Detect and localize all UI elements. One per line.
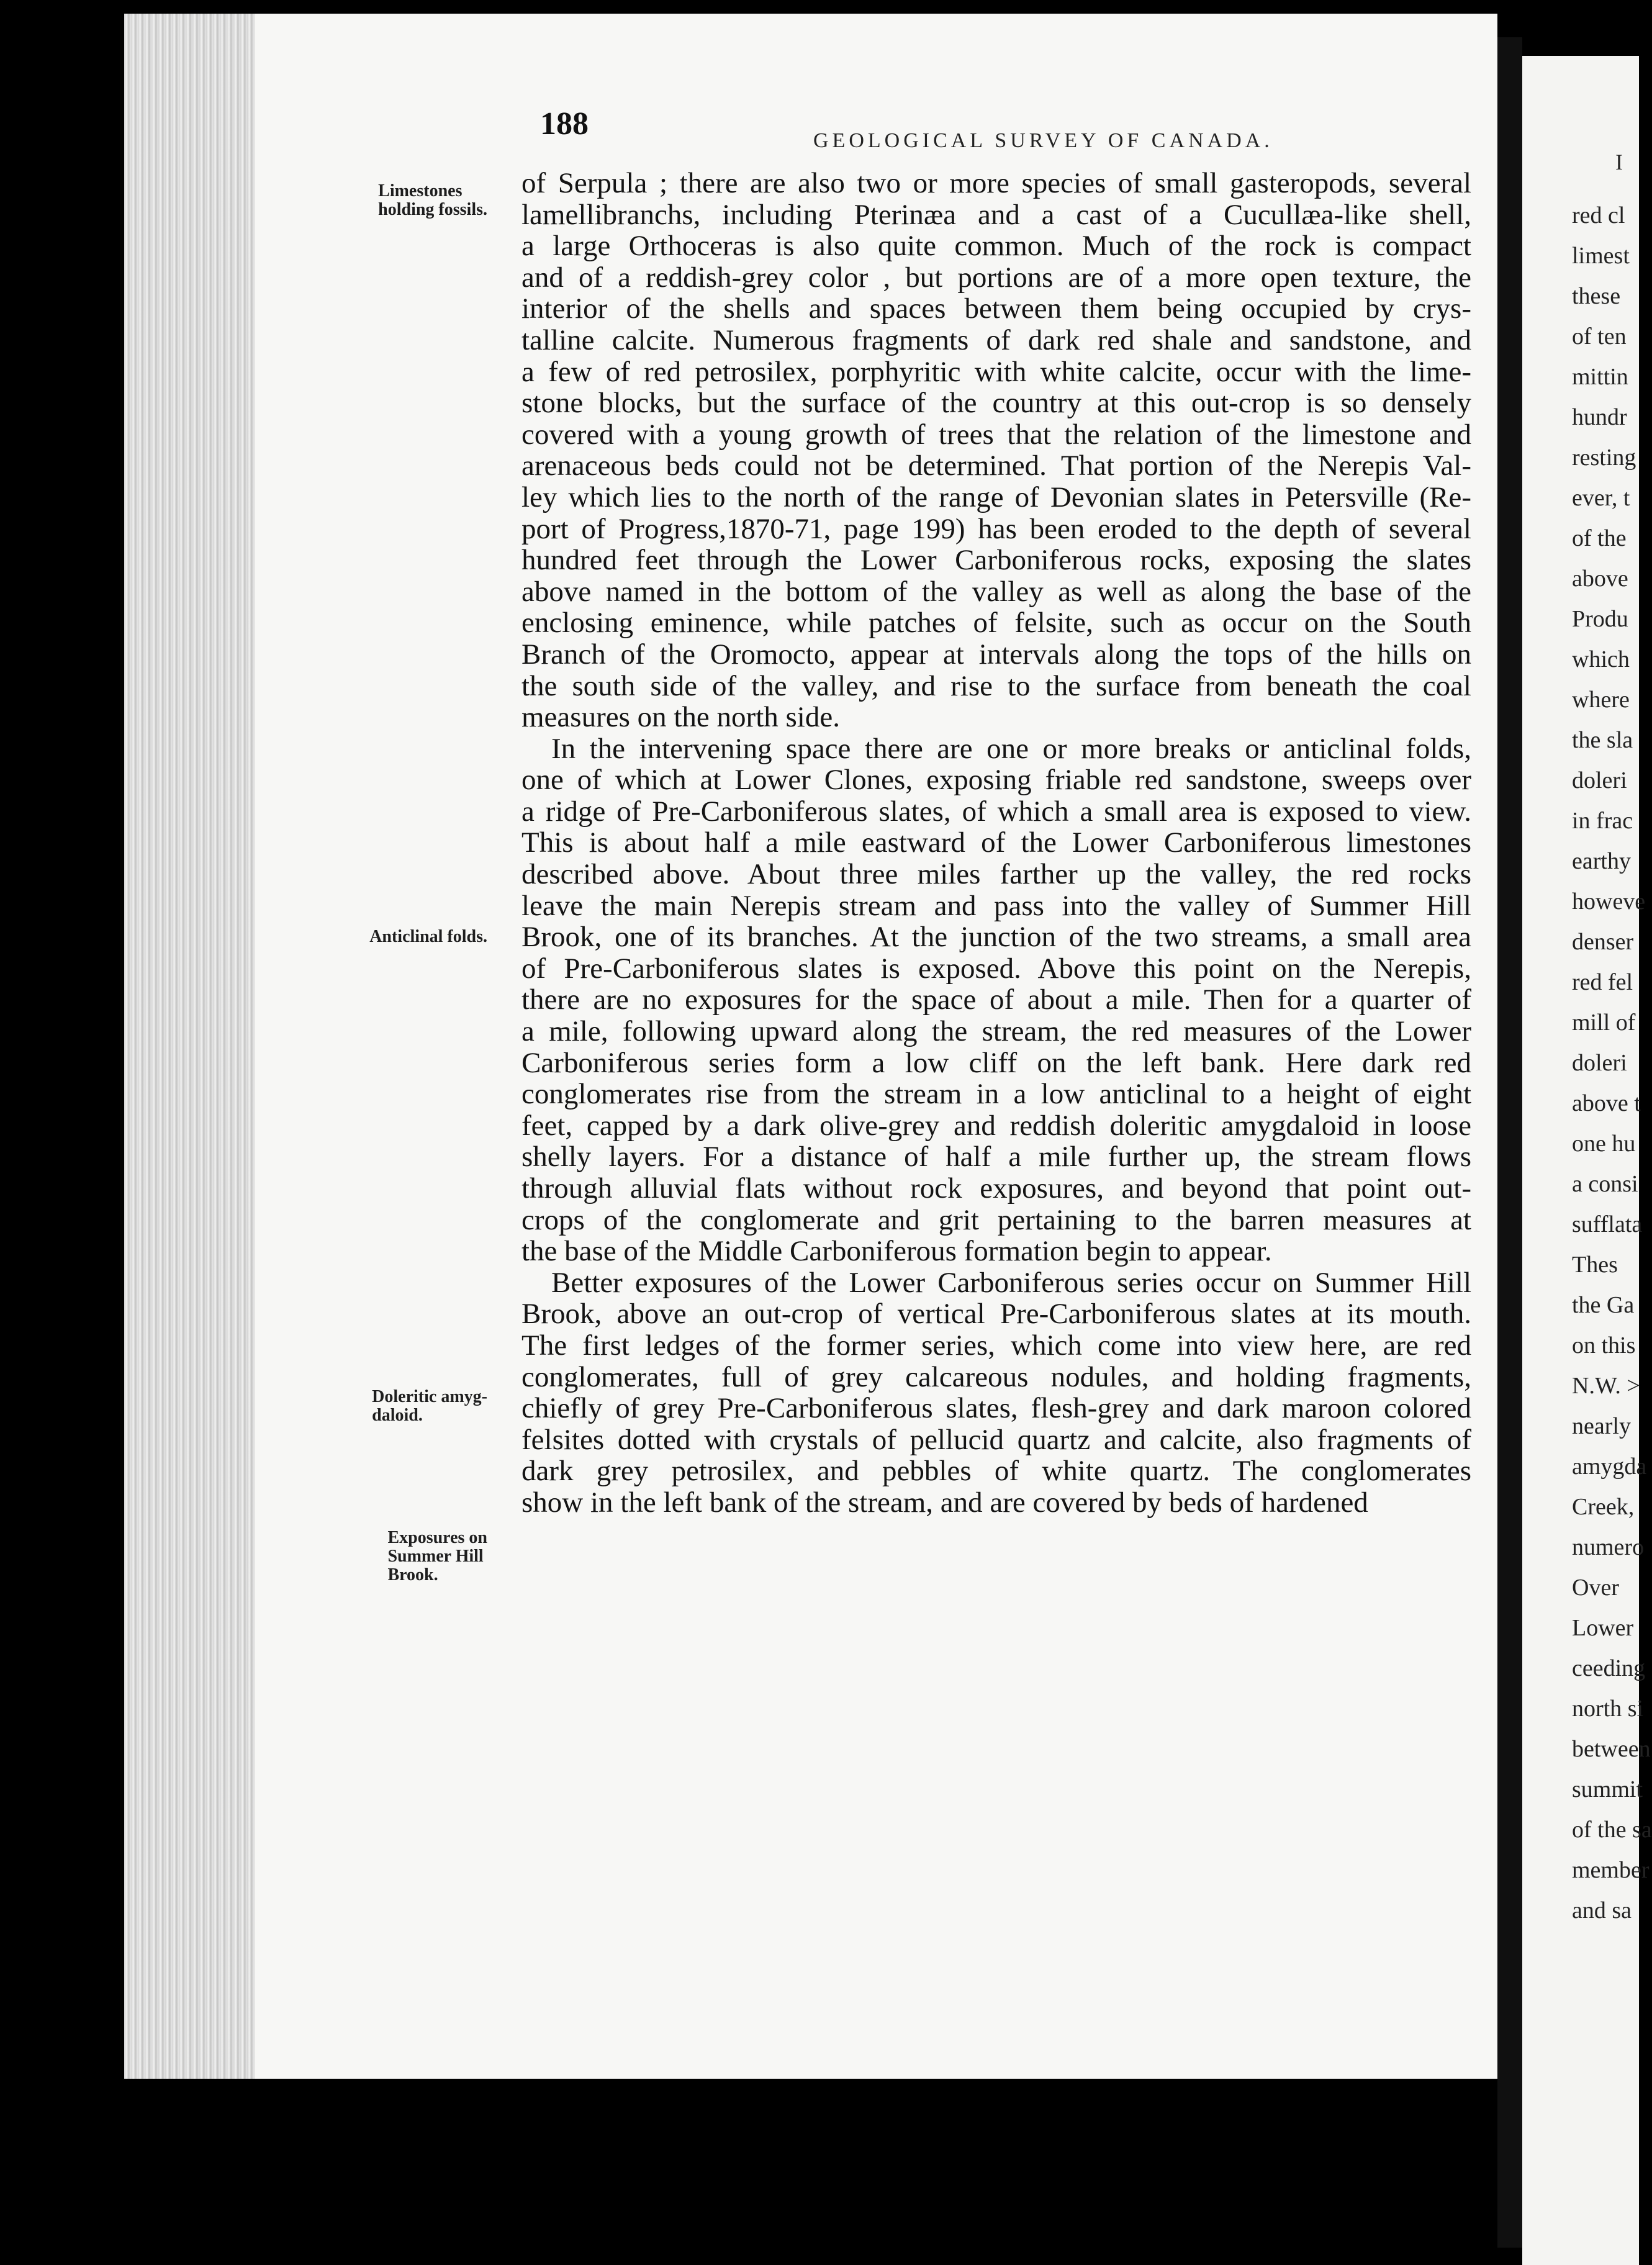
- text-line: a large Orthoceras is also quite common. Much of the rock is compact: [521, 230, 1471, 263]
- margin-note-line: holding fossils.: [378, 200, 487, 219]
- right-page-line: doleri: [1572, 1050, 1627, 1076]
- right-page-line: amygda: [1572, 1453, 1647, 1480]
- text-line: The first ledges of the former series, which come into view here, are red: [521, 1329, 1471, 1362]
- paragraph: [521, 1267, 1471, 1519]
- right-page-line: Produ: [1572, 606, 1628, 632]
- text-line: of Serpula ; there are also two or more species of small gasteropods, several: [521, 167, 1471, 199]
- text-line: ley which lies to the north of the range of Devonian slates in Petersville (Re-: [521, 481, 1471, 513]
- text-line: felsites dotted with crystals of pellucid quartz and calcite, also fragments of: [521, 1423, 1471, 1456]
- right-page-line: denser: [1572, 929, 1634, 955]
- text-line: above named in the bottom of the valley as well as along the base of the: [521, 575, 1471, 608]
- margin-note-line: Exposures on: [387, 1528, 487, 1547]
- right-page-line: Thes: [1572, 1252, 1618, 1278]
- text-line: Brook, one of its branches. At the junction of the two streams, a small area: [521, 921, 1471, 954]
- text-line: the south side of the valley, and rise to the surface from beneath the coal: [521, 669, 1471, 702]
- text-line: Better exposures of the Lower Carboniferous series occur on Summer Hill: [551, 1266, 1471, 1299]
- text-line: leave the main Nerepis stream and pass into the valley of Summer Hill: [521, 889, 1471, 922]
- text-line: In the intervening space there are one or more breaks or anticlinal folds,: [551, 732, 1471, 765]
- text-line: a ridge of Pre-Carboniferous slates, of which a small area is exposed to view.: [521, 795, 1471, 828]
- right-page-line: mittin: [1572, 364, 1628, 390]
- text-line: shelly layers. For a distance of half a mile further up, the stream flows: [521, 1141, 1471, 1173]
- margin-note-exposures: [387, 1529, 487, 1585]
- right-page-line: member: [1572, 1857, 1650, 1883]
- text-line: talline calcite. Numerous fragments of dark red shale and sandstone, and: [521, 323, 1471, 356]
- text-line: a mile, following upward along the stream, the red measures of the Lower: [521, 1015, 1471, 1048]
- text-line: Brook, above an out-crop of vertical Pre-Carboniferous slates at its mouth.: [521, 1298, 1471, 1331]
- text-line: and of a reddish-grey color , but portions are of a more open texture, the: [521, 261, 1471, 294]
- page-number: 188: [540, 106, 589, 142]
- margin-note-limestones: [378, 182, 487, 219]
- text-line: through alluvial flats without rock exposures, and beyond that point out-: [521, 1172, 1471, 1205]
- margin-note-line: Limestones: [378, 181, 463, 201]
- right-page-line: which: [1572, 646, 1630, 672]
- right-page-line: and sa: [1572, 1897, 1632, 1924]
- right-page-line: Lower: [1572, 1615, 1634, 1641]
- text-line: arenaceous beds could not be determined. That portion of the Nerepis Val-: [521, 450, 1471, 482]
- text-line: conglomerates, full of grey calcareous nodules, and holding fragments,: [521, 1360, 1471, 1393]
- page-edge: [124, 14, 255, 2079]
- right-page-line: mill of: [1572, 1010, 1636, 1036]
- text-line: interior of the shells and spaces between them being occupied by crys-: [521, 292, 1471, 325]
- right-page-line: above t: [1572, 1090, 1641, 1116]
- text-line: covered with a young growth of trees that the relation of the limestone and: [521, 418, 1471, 451]
- margin-note-line: Brook.: [387, 1565, 438, 1585]
- right-page-line: numero: [1572, 1534, 1645, 1560]
- paragraph: [521, 733, 1471, 1267]
- right-page-line: one hu: [1572, 1131, 1636, 1157]
- right-page-line: red fel: [1572, 969, 1633, 995]
- text-line: dark grey petrosilex, and pebbles of white quartz. The conglomerates: [521, 1455, 1471, 1488]
- margin-note-line: Anticlinal folds.: [369, 927, 487, 946]
- text-line: port of Progress,1870-71, page 199) has been eroded to the depth of several: [521, 512, 1471, 545]
- text-line: the base of the Middle Carboniferous formation begin to appear.: [521, 1235, 1272, 1268]
- right-page-line: north si: [1572, 1696, 1644, 1722]
- margin-note-line: Doleritic amyg-: [372, 1387, 487, 1406]
- text-line: Carboniferous series form a low cliff on the left bank. Here dark red: [521, 1046, 1471, 1079]
- right-page-line: of the: [1572, 525, 1627, 551]
- margin-note-anticlinal: [369, 928, 487, 946]
- page-header: [540, 93, 1589, 152]
- margin-note-doleritic: [372, 1388, 487, 1425]
- right-page-line: red cl: [1572, 202, 1625, 228]
- right-page-line: ceeding: [1572, 1655, 1646, 1681]
- right-page-line: of ten: [1572, 323, 1627, 350]
- right-page-fragment: [1522, 56, 1652, 2265]
- text-line: conglomerates rise from the stream in a low anticlinal to a height of eight: [521, 1078, 1471, 1111]
- text-line: stone blocks, but the surface of the country at this out-crop is so densely: [521, 387, 1471, 420]
- text-line: crops of the conglomerate and grit pertaining to the barren measures at: [521, 1203, 1471, 1236]
- right-page-line: limest: [1572, 243, 1630, 269]
- right-page-line: resting: [1572, 445, 1636, 471]
- right-page-line: above: [1572, 566, 1628, 592]
- right-page-line: Over: [1572, 1575, 1619, 1601]
- margin-note-line: daloid.: [372, 1406, 423, 1425]
- text-line: a few of red petrosilex, porphyritic with white calcite, occur with the lime-: [521, 355, 1471, 388]
- text-line: described above. About three miles farther up the valley, the red rocks: [521, 858, 1471, 891]
- right-page-line: Creek,: [1572, 1494, 1635, 1520]
- right-page-line: nearly: [1572, 1413, 1631, 1439]
- text-line: This is about half a mile eastward of the Lower Carboniferous limestones: [521, 826, 1471, 859]
- right-page-line: ever, t: [1572, 485, 1630, 511]
- text-line: lamellibranchs, including Pterinæa and a cast of a Cucullæa-like shell,: [521, 198, 1471, 231]
- body-text: [521, 168, 1471, 1519]
- right-page-line: these: [1572, 283, 1621, 309]
- right-page-line: of the sa: [1572, 1817, 1652, 1843]
- right-page-line: the Ga: [1572, 1292, 1635, 1318]
- right-page-line: N.W. >: [1572, 1373, 1640, 1399]
- text-line: chiefly of grey Pre-Carboniferous slates, flesh-grey and dark maroon colored: [521, 1392, 1471, 1425]
- text-line: hundred feet through the Lower Carboniferous rocks, exposing the slates: [521, 544, 1471, 577]
- right-page-line: a consi: [1572, 1171, 1638, 1197]
- right-page-line: earthy: [1572, 848, 1631, 874]
- paragraph: [521, 168, 1471, 733]
- right-page-line: on this: [1572, 1332, 1636, 1359]
- right-page-line: summit: [1572, 1776, 1643, 1802]
- margin-note-line: Summer Hill: [387, 1547, 484, 1566]
- text-line: of Pre-Carboniferous slates is exposed. Above this point on the Nerepis,: [521, 952, 1471, 985]
- right-page-line: hundr: [1572, 404, 1627, 430]
- text-line: one of which at Lower Clones, exposing friable red sandstone, sweeps over: [521, 764, 1471, 797]
- right-page-line: howeve: [1572, 888, 1646, 915]
- text-line: feet, capped by a dark olive-grey and reddish doleritic amygdaloid in loose: [521, 1109, 1471, 1142]
- right-page-line: in frac: [1572, 808, 1633, 834]
- right-page-line: the sla: [1572, 727, 1633, 753]
- right-page-line: doleri: [1572, 767, 1627, 793]
- right-page-line: sufflata: [1572, 1211, 1643, 1237]
- book-gutter: [1497, 37, 1522, 2248]
- running-head: GEOLOGICAL SURVEY OF CANADA.: [813, 129, 1273, 152]
- text-line: show in the left bank of the stream, and are covered by beds of hardened: [521, 1486, 1368, 1519]
- right-page-line: between: [1572, 1736, 1651, 1762]
- text-line: measures on the north side.: [521, 701, 840, 734]
- right-page-header-fragment: I: [1615, 150, 1623, 174]
- right-page-line: where: [1572, 687, 1630, 713]
- text-line: enclosing eminence, while patches of felsite, such as occur on the South: [521, 607, 1471, 640]
- text-line: there are no exposures for the space of about a mile. Then for a quarter of: [521, 983, 1471, 1016]
- text-line: Branch of the Oromocto, appear at intervals along the tops of the hills on: [521, 638, 1471, 671]
